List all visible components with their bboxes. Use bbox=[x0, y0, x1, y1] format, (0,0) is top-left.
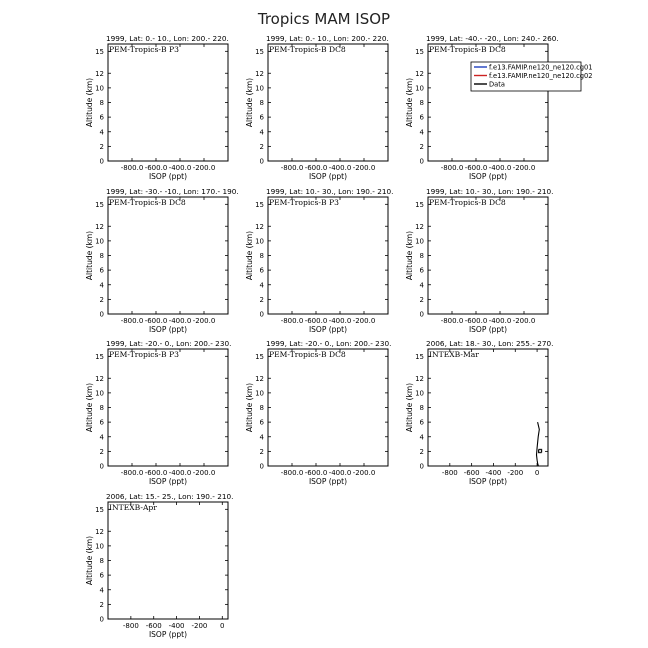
y-tick-label: 2 bbox=[419, 142, 424, 151]
plot-frame bbox=[108, 349, 228, 466]
panel-annotation: INTEXB-Apr bbox=[109, 503, 157, 512]
x-tick-label: -200.0 bbox=[512, 164, 536, 172]
x-tick-label: -400.0 bbox=[328, 164, 352, 172]
y-tick-label: 0 bbox=[419, 462, 424, 471]
y-tick-label: 2 bbox=[419, 447, 424, 456]
y-axis-label: Altitude (km) bbox=[85, 230, 94, 281]
y-tick-label: 15 bbox=[255, 200, 264, 209]
y-tick-label: 2 bbox=[99, 600, 104, 609]
x-tick-label: -200.0 bbox=[512, 317, 536, 325]
plot-frame bbox=[428, 44, 548, 161]
panel-5 bbox=[245, 187, 393, 334]
y-axis-label: Altitude (km) bbox=[245, 382, 254, 433]
y-tick-label: 4 bbox=[99, 281, 104, 290]
y-tick-label: 6 bbox=[259, 113, 264, 122]
x-tick-label: -600 bbox=[463, 469, 480, 477]
panel-title: 1999, Lat: -30.- -10., Lon: 170.- 190. bbox=[106, 187, 239, 196]
x-tick-label: -200.0 bbox=[352, 469, 376, 477]
panel-3 bbox=[405, 34, 559, 181]
y-tick-label: 15 bbox=[95, 47, 104, 56]
x-tick-label: -600.0 bbox=[464, 317, 488, 325]
y-tick-label: 6 bbox=[99, 571, 104, 580]
panel-1 bbox=[85, 34, 229, 181]
x-tick-label: -400 bbox=[485, 469, 502, 477]
y-tick-label: 10 bbox=[95, 237, 104, 246]
x-axis-label: ISOP (ppt) bbox=[148, 477, 188, 486]
x-tick-label: -800.0 bbox=[120, 469, 144, 477]
x-tick-label: -800 bbox=[122, 622, 139, 630]
y-tick-label: 10 bbox=[415, 84, 424, 93]
x-tick-label: -600.0 bbox=[464, 164, 488, 172]
y-tick-label: 8 bbox=[99, 252, 104, 260]
y-axis-label: Altitude (km) bbox=[85, 535, 94, 586]
y-tick-label: 2 bbox=[259, 142, 264, 151]
y-tick-label: 15 bbox=[95, 352, 104, 361]
y-axis-label: Altitude (km) bbox=[405, 230, 414, 281]
plot-frame bbox=[268, 44, 388, 161]
panel-annotation: PEM-Tropics-B DC8 bbox=[269, 350, 346, 359]
y-tick-label: 8 bbox=[259, 404, 264, 412]
y-tick-label: 8 bbox=[99, 557, 104, 565]
legend-entry-label: f.e13.FAMIP.ne120_ne120.cg02 bbox=[489, 72, 593, 80]
y-tick-label: 12 bbox=[255, 69, 264, 78]
x-axis-label: ISOP (ppt) bbox=[148, 630, 188, 639]
panel-annotation: PEM-Tropics-B P3 bbox=[269, 198, 339, 207]
x-tick-label: -400.0 bbox=[488, 317, 512, 325]
y-axis-label: Altitude (km) bbox=[245, 230, 254, 281]
y-tick-label: 0 bbox=[259, 462, 264, 471]
y-tick-label: 8 bbox=[419, 404, 424, 412]
y-tick-label: 12 bbox=[95, 374, 104, 383]
x-tick-label: -200.0 bbox=[352, 317, 376, 325]
y-tick-label: 10 bbox=[95, 84, 104, 93]
y-tick-label: 4 bbox=[419, 128, 424, 137]
x-tick-label: -800 bbox=[441, 469, 458, 477]
panel-2 bbox=[245, 34, 389, 181]
panel-7 bbox=[85, 339, 231, 486]
x-tick-label: -200 bbox=[507, 469, 524, 477]
y-tick-label: 6 bbox=[99, 418, 104, 427]
x-tick-label: -200 bbox=[191, 622, 208, 630]
x-tick-label: -800.0 bbox=[440, 317, 464, 325]
x-tick-label: -200.0 bbox=[192, 317, 216, 325]
panel-title: 2006, Lat: 18.- 30., Lon: 255.- 270. bbox=[426, 339, 554, 348]
x-tick-label: -600.0 bbox=[304, 317, 328, 325]
y-tick-label: 4 bbox=[259, 433, 264, 442]
plot-frame bbox=[108, 44, 228, 161]
y-tick-label: 0 bbox=[419, 157, 424, 166]
panel-9 bbox=[405, 339, 553, 486]
x-axis-label: ISOP (ppt) bbox=[468, 325, 508, 334]
x-tick-label: -600.0 bbox=[144, 164, 168, 172]
x-tick-label: -800.0 bbox=[280, 469, 304, 477]
y-axis-label: Altitude (km) bbox=[245, 77, 254, 128]
y-tick-label: 8 bbox=[99, 404, 104, 412]
y-tick-label: 2 bbox=[99, 142, 104, 151]
plot-frame bbox=[428, 197, 548, 314]
y-tick-label: 8 bbox=[419, 99, 424, 107]
y-tick-label: 15 bbox=[415, 47, 424, 56]
legend-entry-label: f.e13.FAMIP.ne120_ne120.cg01 bbox=[489, 63, 593, 72]
panel-annotation: PEM-Tropics-B DC8 bbox=[109, 198, 186, 207]
y-tick-label: 6 bbox=[99, 266, 104, 275]
plot-frame bbox=[268, 197, 388, 314]
x-axis-label: ISOP (ppt) bbox=[308, 325, 348, 334]
y-tick-label: 12 bbox=[415, 374, 424, 383]
x-tick-label: -800.0 bbox=[280, 317, 304, 325]
y-axis-label: Altitude (km) bbox=[85, 382, 94, 433]
y-tick-label: 8 bbox=[419, 252, 424, 260]
x-axis-label: ISOP (ppt) bbox=[468, 172, 508, 181]
y-tick-label: 15 bbox=[95, 200, 104, 209]
y-tick-label: 12 bbox=[95, 69, 104, 78]
y-tick-label: 0 bbox=[99, 157, 104, 166]
y-tick-label: 4 bbox=[259, 281, 264, 290]
y-tick-label: 4 bbox=[99, 128, 104, 137]
x-tick-label: -800.0 bbox=[440, 164, 464, 172]
y-axis-label: Altitude (km) bbox=[405, 382, 414, 433]
y-tick-label: 2 bbox=[259, 447, 264, 456]
panel-annotation: PEM-Tropics-B DC8 bbox=[429, 45, 506, 54]
panel-10 bbox=[85, 492, 233, 639]
y-tick-label: 6 bbox=[419, 418, 424, 427]
x-tick-label: -600.0 bbox=[144, 469, 168, 477]
y-tick-label: 15 bbox=[95, 505, 104, 514]
panel-title: 1999, Lat: 0.- 10., Lon: 200.- 220. bbox=[266, 34, 389, 43]
y-tick-label: 2 bbox=[99, 295, 104, 304]
x-tick-label: -200.0 bbox=[352, 164, 376, 172]
y-tick-label: 10 bbox=[415, 389, 424, 398]
series-line-data bbox=[537, 422, 540, 466]
y-tick-label: 12 bbox=[95, 222, 104, 231]
y-tick-label: 10 bbox=[255, 389, 264, 398]
y-tick-label: 6 bbox=[259, 418, 264, 427]
x-tick-label: -400.0 bbox=[168, 317, 192, 325]
panel-6 bbox=[405, 187, 553, 334]
x-tick-label: -800.0 bbox=[120, 164, 144, 172]
y-tick-label: 4 bbox=[99, 586, 104, 595]
panels-group bbox=[85, 34, 593, 639]
x-tick-label: -200.0 bbox=[192, 164, 216, 172]
y-tick-label: 12 bbox=[415, 69, 424, 78]
y-tick-label: 2 bbox=[259, 295, 264, 304]
y-tick-label: 4 bbox=[419, 433, 424, 442]
x-tick-label: -400 bbox=[168, 622, 185, 630]
figure-title: Tropics MAM ISOP bbox=[257, 10, 391, 28]
x-tick-label: -600 bbox=[145, 622, 162, 630]
y-tick-label: 10 bbox=[95, 542, 104, 551]
y-tick-label: 10 bbox=[255, 237, 264, 246]
plot-frame bbox=[108, 197, 228, 314]
y-tick-label: 15 bbox=[415, 200, 424, 209]
plot-frame bbox=[268, 349, 388, 466]
panel-annotation: PEM-Tropics-B DC8 bbox=[429, 198, 506, 207]
y-tick-label: 10 bbox=[415, 237, 424, 246]
y-tick-label: 8 bbox=[259, 99, 264, 107]
y-tick-label: 6 bbox=[259, 266, 264, 275]
y-tick-label: 15 bbox=[255, 47, 264, 56]
legend bbox=[471, 62, 593, 91]
x-axis-label: ISOP (ppt) bbox=[308, 477, 348, 486]
y-tick-label: 6 bbox=[99, 113, 104, 122]
y-tick-label: 0 bbox=[259, 157, 264, 166]
x-axis-label: ISOP (ppt) bbox=[148, 172, 188, 181]
y-tick-label: 2 bbox=[99, 447, 104, 456]
panel-8 bbox=[245, 339, 391, 486]
panel-title: 1999, Lat: -20.- 0., Lon: 200.- 230. bbox=[266, 339, 392, 348]
x-tick-label: -600.0 bbox=[144, 317, 168, 325]
y-tick-label: 15 bbox=[415, 352, 424, 361]
x-tick-label: -800.0 bbox=[120, 317, 144, 325]
x-tick-label: -600.0 bbox=[304, 164, 328, 172]
panel-annotation: PEM-Tropics-B P3 bbox=[109, 45, 179, 54]
y-tick-label: 15 bbox=[255, 352, 264, 361]
y-tick-label: 0 bbox=[99, 462, 104, 471]
y-tick-label: 6 bbox=[419, 113, 424, 122]
legend-entry-label: Data bbox=[489, 80, 505, 89]
y-tick-label: 0 bbox=[99, 310, 104, 319]
x-tick-label: -400.0 bbox=[168, 469, 192, 477]
panel-title: 1999, Lat: -20.- 0., Lon: 200.- 230. bbox=[106, 339, 232, 348]
y-tick-label: 6 bbox=[419, 266, 424, 275]
panel-annotation: PEM-Tropics-B P3 bbox=[109, 350, 179, 359]
panel-title: 1999, Lat: 10.- 30., Lon: 190.- 210. bbox=[266, 187, 394, 196]
y-tick-label: 12 bbox=[95, 527, 104, 536]
panel-title: 1999, Lat: 10.- 30., Lon: 190.- 210. bbox=[426, 187, 554, 196]
y-tick-label: 10 bbox=[255, 84, 264, 93]
x-tick-label: -600.0 bbox=[304, 469, 328, 477]
plot-frame bbox=[108, 502, 228, 619]
y-tick-label: 2 bbox=[419, 295, 424, 304]
y-tick-label: 12 bbox=[415, 222, 424, 231]
x-tick-label: -200.0 bbox=[192, 469, 216, 477]
y-tick-label: 4 bbox=[419, 281, 424, 290]
panel-title: 1999, Lat: -40.- -20., Lon: 240.- 260. bbox=[426, 34, 559, 43]
y-tick-label: 10 bbox=[95, 389, 104, 398]
y-tick-label: 0 bbox=[259, 310, 264, 319]
panel-title: 2006, Lat: 15.- 25., Lon: 190.- 210. bbox=[106, 492, 234, 501]
x-tick-label: -800.0 bbox=[280, 164, 304, 172]
x-tick-label: -400.0 bbox=[328, 469, 352, 477]
y-tick-label: 8 bbox=[259, 252, 264, 260]
y-tick-label: 12 bbox=[255, 374, 264, 383]
y-tick-label: 4 bbox=[259, 128, 264, 137]
x-axis-label: ISOP (ppt) bbox=[148, 325, 188, 334]
x-tick-label: 0 bbox=[534, 469, 540, 477]
y-axis-label: Altitude (km) bbox=[405, 77, 414, 128]
panel-4 bbox=[85, 187, 239, 334]
x-tick-label: -400.0 bbox=[168, 164, 192, 172]
y-tick-label: 0 bbox=[99, 615, 104, 624]
x-tick-label: -400.0 bbox=[328, 317, 352, 325]
y-axis-label: Altitude (km) bbox=[85, 77, 94, 128]
x-axis-label: ISOP (ppt) bbox=[308, 172, 348, 181]
plot-frame bbox=[428, 349, 548, 466]
panel-annotation: PEM-Tropics-B DC8 bbox=[269, 45, 346, 54]
panel-title: 1999, Lat: 0.- 10., Lon: 200.- 220. bbox=[106, 34, 229, 43]
x-axis-label: ISOP (ppt) bbox=[468, 477, 508, 486]
x-tick-label: 0 bbox=[220, 622, 225, 630]
y-tick-label: 0 bbox=[419, 310, 424, 319]
y-tick-label: 4 bbox=[99, 433, 104, 442]
panel-annotation: INTEXB-Mar bbox=[429, 350, 479, 359]
y-tick-label: 8 bbox=[99, 99, 104, 107]
y-tick-label: 12 bbox=[255, 222, 264, 231]
x-tick-label: -400.0 bbox=[488, 164, 512, 172]
